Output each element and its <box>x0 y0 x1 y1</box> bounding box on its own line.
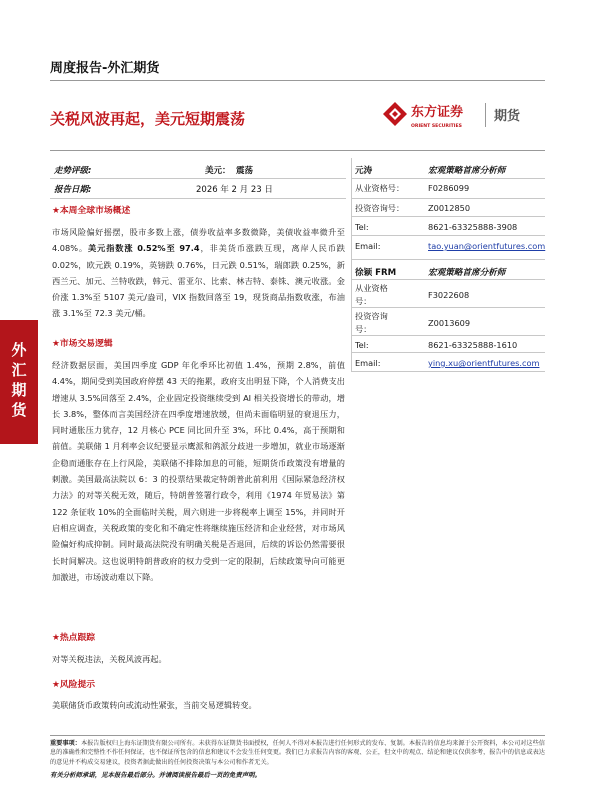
analyst-1-tel-label: Tel: <box>355 222 369 232</box>
rating-label: 走势评级: <box>54 166 92 176</box>
analyst-2-email-link[interactable]: ying.xu@orientfutures.com <box>428 358 540 368</box>
analyst-divider <box>352 335 545 336</box>
analyst-divider <box>352 178 545 179</box>
disclaimer <box>50 739 545 767</box>
logo-division: 期货 <box>494 109 521 124</box>
analyst-1-consult: Z0012850 <box>428 203 471 213</box>
disclaimer-text: 本报告版权归上海东证期货有限公司所有。未获得东证期货书面授权，任何人不得对本报告进行任何形式的发布、复制。本报告的信息均来源于公开资料，本公司对这些信息的准确性和完整性不作任何保证，也不保证所包含的信息和建议不会发生任何变更。我们已力求报告内容的客观、公正，但文中的观点、结论和建议仅供参考，报告中的信息或表达的意见并不构成交易建议，投资者据此做出的任何投资决策与本公司和作者无关。 <box>50 740 545 766</box>
analyst-divider <box>352 352 545 353</box>
analyst-2-license-label: 从业资格 <box>355 283 388 293</box>
section-title-hotspot: ★热点跟踪 <box>52 633 96 643</box>
title-divider <box>50 150 545 151</box>
analyst-2-tel-label: Tel: <box>355 340 369 350</box>
report-headline: 关税风波再起，美元短期震荡 <box>50 110 246 128</box>
analyst-2-title: 宏观策略首席分析师 <box>428 268 506 278</box>
analyst-commitment-note: 有关分析师承诺，见本报告最后部分。并请阅读报告最后一页的免责声明。 <box>50 771 261 779</box>
logic-paragraph: 经济数据层面，美国四季度 GDP 年化季环比初值 1.4%，预期 2.8%，前值 4.4%，期间受到美国政府停摆 43 天的拖累，政府支出明显下降，个人消费支出增速从 3.5%回落至 2.4%，企业固定投资继续受到 AI 相关投资增长的带动，增长 3.8%，整体而言美国经济在四季度增速放缓，但尚未面临明显的衰退压力，同时通胀压力犹存，12 月核心 PCE 同比回升至 3%，环比 0.4%，高于预期和前值。美联储 1 月利率会议纪要显示鹰派和鸽派分歧进一步增加，就业市场逐渐企稳而通胀存在上行风险，美联储不排除加息的可能，短期货币政策没有增量的刺激。美国最高法院以 6：3 的投票结果裁定特朗普此前利用《国际紧急经济权力法》的对等关税无效，随后，特朗普签署行政令，利用《1974 年贸易法》第 122 条征收 10%的全面临时关税，周六则进一步将税率上调至 15%，并同时开启相应调查，关税政策的变化和不确定性将继续施压经济和企业经营，对市场风险偏好构成抑制。同时最高法院没有明确关税是否退回，后续的诉讼仍然需要很长时间解决。这也说明特朗普政府的权力受到一定的限制，后续政策导向可能更加激进，市场波动难以下降。 <box>52 360 345 582</box>
logo-brand: 东方证券 <box>411 105 464 120</box>
rating-value-label: 美元： <box>205 166 231 176</box>
side-tab-char: 外 <box>11 341 27 359</box>
column-divider <box>351 158 352 372</box>
analyst-1-title: 宏观策略首席分析师 <box>428 166 506 176</box>
section-title-logic: ★市场交易逻辑 <box>52 339 113 349</box>
logo-brand-en: ORIENT SECURITIES <box>411 124 462 129</box>
rating-value: 震荡 <box>236 166 254 176</box>
overview-text-1: 市场风险偏好摇摆，股市多数上涨，债券收益率多数微降，美债收益率微升至 4.08%。 <box>52 227 345 254</box>
section-title-risk: ★风险提示 <box>52 680 96 690</box>
analyst-divider <box>352 216 545 217</box>
date-label: 报告日期: <box>54 185 92 195</box>
analyst-2-license-label-2: 号： <box>355 296 372 306</box>
hotspot-paragraph: 对等关税违法，关税风波再起。 <box>52 654 167 664</box>
analyst-divider <box>352 259 545 260</box>
date-value: 2026 年 2 月 23 日 <box>196 185 273 195</box>
analyst-2-consult-label-2: 号： <box>355 324 372 334</box>
analyst-1-license-label: 从业资格号： <box>355 183 405 193</box>
analyst-1-consult-label: 投资咨询号： <box>355 203 405 213</box>
risk-paragraph: 美联储货币政策转向或流动性紧张，当前交易逻辑转变。 <box>52 700 257 710</box>
overview-text-2: ，非美货币涨跌互现，离岸人民币跌 0.02%，欧元跌 0.19%，英镑跌 0.76%，日元跌 0.51%，瑞郎跌 0.25%，新西兰元、加元、兰特收跌，韩元、雷亚尔、比索、林吉特、泰铢、澳元收涨。金价涨 1.3%至 5107 美元/盎司，VIX 指数回落至 19，现货商品指数收涨，布油涨 3.1%至 72.3 美元/桶。 <box>52 243 345 319</box>
section-title-overview: ★本周全球市场概述 <box>52 206 131 216</box>
analyst-1-tel: 8621-63325888-3908 <box>428 222 518 232</box>
analyst-1-license: F0286099 <box>428 183 470 193</box>
analyst-divider <box>352 307 545 308</box>
footer-divider <box>50 735 545 736</box>
orient-logo-icon <box>381 97 541 133</box>
side-tab-char: 汇 <box>11 361 27 379</box>
meta-divider <box>50 178 346 179</box>
analyst-2-tel: 8621-63325888-1610 <box>428 340 518 350</box>
analyst-2-email-label: Email: <box>355 358 381 368</box>
analyst-2-license: F3022608 <box>428 290 470 300</box>
analyst-2-consult: Z0013609 <box>428 318 471 328</box>
analyst-1-email-label: Email: <box>355 241 381 251</box>
report-type: 周度报告-外汇期货 <box>50 61 160 76</box>
side-category-tab <box>0 320 38 444</box>
analyst-1-name: 元涛 <box>355 166 373 176</box>
analyst-1-email-link[interactable]: tao.yuan@orientfutures.com <box>428 241 546 251</box>
analyst-divider <box>352 235 545 236</box>
side-tab-char: 期 <box>11 381 27 399</box>
analyst-divider <box>352 198 545 199</box>
meta-divider-2 <box>50 198 346 199</box>
analyst-2-name: 徐颖 FRM <box>355 268 397 278</box>
header-divider <box>50 80 545 81</box>
side-tab-char: 货 <box>11 401 27 419</box>
overview-paragraph <box>52 224 345 322</box>
disclaimer-label: 重要事项： <box>50 740 81 747</box>
analyst-divider <box>352 371 545 372</box>
analyst-2-consult-label: 投资咨询 <box>355 311 388 321</box>
dxy-highlight: 美元指数涨 0.52%至 97.4 <box>88 243 200 254</box>
company-logo <box>381 97 541 133</box>
analyst-divider <box>352 279 545 280</box>
